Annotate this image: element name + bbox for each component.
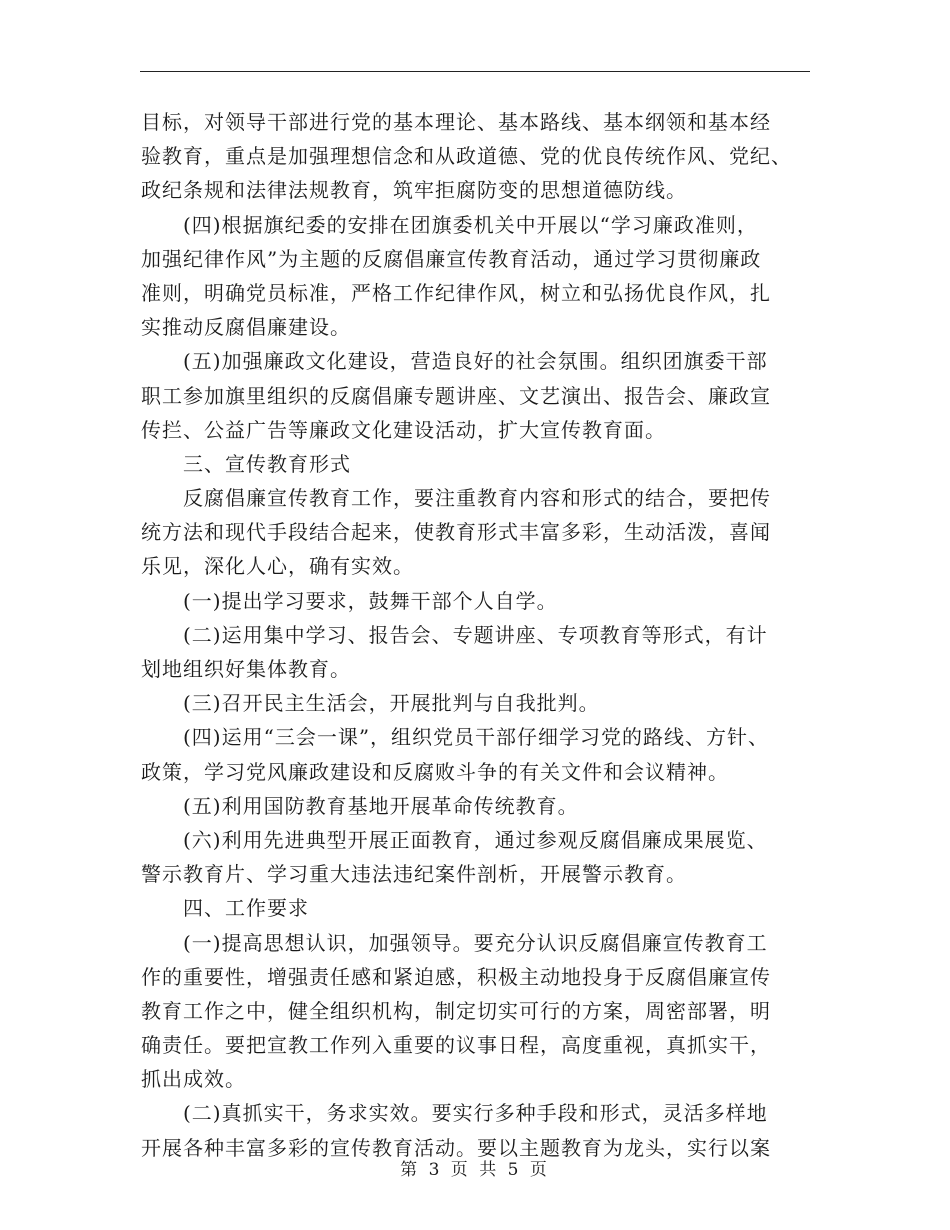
text-line: 准则，明确党员标准，严格工作纪律作风，树立和弘扬优良作风，扎 xyxy=(141,280,771,305)
text-line: 政策，学习党风廉政建设和反腐败斗争的有关文件和会议精神。 xyxy=(141,759,729,784)
page-footer: 第 3 页 共 5 页 xyxy=(400,1160,550,1180)
text-line: 传拦、公益广告等廉政文化建设活动，扩大宣传教育面。 xyxy=(141,417,666,442)
text-line: 抓出成效。 xyxy=(141,1067,246,1092)
text-line: 开展各种丰富多彩的宣传教育活动。要以主题教育为龙头，实行以案 xyxy=(141,1135,771,1160)
text-line: 职工参加旗里组织的反腐倡廉专题讲座、文艺演出、报告会、廉政宣 xyxy=(141,383,771,408)
text-line: 作的重要性，增强责任感和紧迫感，积极主动地投身于反腐倡廉宣传 xyxy=(141,964,771,989)
text-line: (一)提出学习要求，鼓舞干部个人自学。 xyxy=(183,588,558,613)
text-line: 划地组织好集体教育。 xyxy=(141,657,351,681)
header-rule xyxy=(140,71,810,72)
text-line: 三、宣传教育形式 xyxy=(183,451,351,476)
text-line: (四)根据旗纪委的安排在团旗委机关中开展以“学习廉政准则， xyxy=(183,212,758,237)
text-line: (一)提高思想认识，加强领导。要充分认识反腐倡廉宣传教育工 xyxy=(183,930,768,955)
text-line: 目标，对领导干部进行党的基本理论、基本路线、基本纲领和基本经 xyxy=(141,110,771,134)
text-line: 反腐倡廉宣传教育工作，要注重教育内容和形式的结合，要把传 xyxy=(183,486,771,511)
text-line: (二)运用集中学习、报告会、专题讲座、专项教育等形式，有计 xyxy=(183,622,768,647)
text-line: (二)真抓实干，务求实效。要实行多种手段和形式，灵活多样地 xyxy=(183,1101,768,1126)
text-line: (六)利用先进典型开展正面教育，通过参观反腐倡廉成果展览、 xyxy=(183,827,768,852)
text-line: 四、工作要求 xyxy=(183,896,309,921)
text-line: 统方法和现代手段结合起来，使教育形式丰富多彩，生动活泼，喜闻 xyxy=(141,520,771,545)
text-line: 加强纪律作风”为主题的反腐倡廉宣传教育活动，通过学习贯彻廉政 xyxy=(141,246,762,271)
text-line: (四)运用“三会一课”，组织党员干部仔细学习党的路线、方针、 xyxy=(183,725,770,750)
text-line: 乐见，深化人心，确有实效。 xyxy=(141,554,414,579)
text-line: 实推动反腐倡廉建设。 xyxy=(141,315,351,340)
document-body xyxy=(141,105,811,1165)
text-line: 警示教育片、学习重大违法违纪案件剖析，开展警示教育。 xyxy=(141,862,687,887)
text-line: 验教育，重点是加强理想信念和从政道德、党的优良传统作风、党纪、 xyxy=(141,144,792,169)
text-line: 政纪条规和法律法规教育，筑牢拒腐防变的思想道德防线。 xyxy=(141,178,687,203)
text-line: (三)召开民主生活会，开展批判与自我批判。 xyxy=(183,691,600,716)
text-line: (五)利用国防教育基地开展革命传统教育。 xyxy=(183,793,579,818)
text-line: 确责任。要把宣教工作列入重要的议事日程，高度重视，真抓实干， xyxy=(141,1033,771,1058)
text-line: 教育工作之中，健全组织机构，制定切实可行的方案，周密部署，明 xyxy=(141,998,771,1023)
text-line: (五)加强廉政文化建设，营造良好的社会氛围。组织团旗委干部 xyxy=(183,349,768,374)
